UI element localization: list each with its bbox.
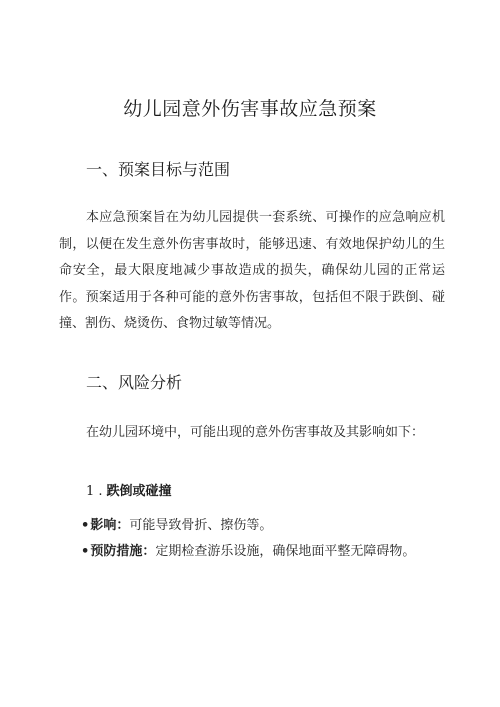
bullet-text: 可能导致骨折、擦伤等。 (129, 518, 273, 533)
bullet-text: 定期检查游乐设施，确保地面平整无障碍物。 (155, 544, 416, 559)
risk-item-number: 1 . (86, 484, 103, 499)
section-heading-goals-scope: 一、预案目标与范围 (86, 160, 231, 179)
document-title: 幼儿园意外伤害事故应急预案 (123, 98, 377, 120)
bullet-label: 影响： (90, 518, 130, 533)
bullet-marker: • (81, 518, 90, 533)
bullet-prevention (81, 541, 415, 563)
risk-item-heading (86, 481, 172, 503)
risk-item-title: 跌倒或碰撞 (106, 484, 172, 499)
bullet-impact (81, 515, 272, 537)
bullet-label: 预防措施： (90, 544, 156, 559)
risk-analysis-intro: 在幼儿园环境中，可能出现的意外伤害事故及其影响如下： (86, 425, 425, 440)
section-paragraph-goals-scope: 本应急预案旨在为幼儿园提供一套系统、可操作的应急响应机制，以便在发生意外伤害事故时，能够迅速、有效地保护幼儿的生命安全，最大限度地减少事故造成的损失，确保幼儿园的正常运作。预案适用于各种可能的意外伤害事故，包括但不限于跌倒、碰撞、割伤、烧烫伤、食物过敏等情况。 (59, 210, 445, 331)
bullet-marker: • (81, 544, 90, 559)
section-heading-risk-analysis: 二、风险分析 (86, 373, 183, 392)
